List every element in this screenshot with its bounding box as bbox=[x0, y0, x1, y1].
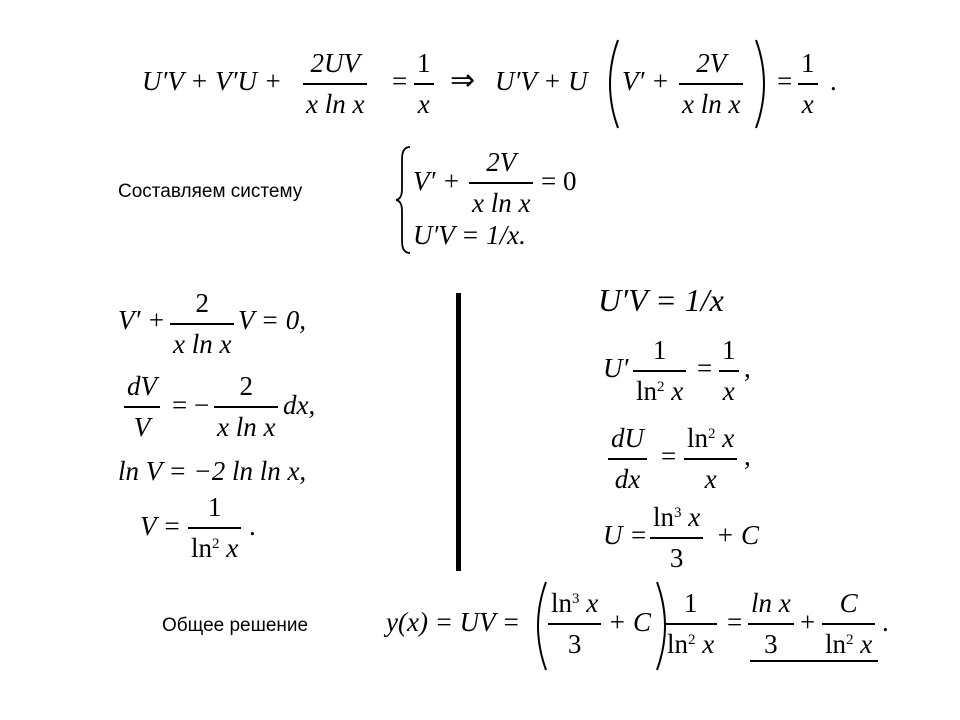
fraction-bar bbox=[798, 83, 818, 85]
system-frac bbox=[469, 149, 533, 217]
system-line1-start: V′ + bbox=[413, 166, 461, 196]
implies-arrow-icon: ⇒ bbox=[450, 64, 476, 97]
left-row4-den bbox=[188, 532, 241, 563]
general-start: y(x) = UV = bbox=[386, 607, 521, 637]
eq1-frac-1x-2-den: x bbox=[801, 88, 814, 119]
exponent: 2 bbox=[688, 631, 696, 648]
right-row1-den bbox=[633, 375, 686, 406]
right-row1-num: 1 bbox=[652, 335, 667, 365]
fraction-bar bbox=[748, 623, 794, 625]
exponent: 3 bbox=[674, 505, 682, 521]
left-row4-end: . bbox=[249, 511, 256, 541]
fraction-bar bbox=[414, 83, 434, 85]
general-frac-1 bbox=[664, 590, 717, 658]
left-row2-num: dV bbox=[127, 371, 157, 401]
x-var: x bbox=[226, 532, 239, 563]
left-row2-den: V bbox=[133, 411, 151, 442]
left-row1-start: V′ + bbox=[118, 305, 166, 335]
general-equals: = bbox=[727, 607, 743, 637]
eq1-frac-1x-2 bbox=[798, 50, 818, 118]
general-frac-3 bbox=[822, 590, 875, 658]
eq1-frac-2v-num: 2V bbox=[696, 48, 727, 78]
right-row0: U′V = 1/x bbox=[598, 282, 724, 318]
left-brace-icon bbox=[394, 145, 414, 255]
eq1-frac-2uv bbox=[303, 50, 367, 118]
result-underline bbox=[750, 660, 878, 662]
right-row3-end: + C bbox=[716, 520, 759, 550]
general-frac-3-num: C bbox=[839, 588, 858, 618]
right-row2-frac2 bbox=[684, 425, 737, 493]
eq1-lhs: U′V + V′U + bbox=[142, 66, 282, 96]
ln-text: ln bbox=[825, 628, 847, 659]
fraction-bar bbox=[719, 370, 739, 372]
column-divider bbox=[456, 293, 461, 571]
eq1-frac-2v-den: x ln x bbox=[682, 88, 741, 119]
fraction-bar bbox=[822, 623, 875, 625]
fraction-bar bbox=[214, 406, 278, 408]
fraction-bar bbox=[188, 527, 241, 529]
general-paren-frac bbox=[548, 590, 601, 658]
general-frac-2-den: 3 bbox=[764, 628, 778, 659]
right-row1-den2: x bbox=[722, 375, 735, 406]
right-row2-frac1 bbox=[608, 425, 647, 493]
general-paren-plus-c: + C bbox=[608, 607, 651, 637]
ln-text: ln bbox=[551, 588, 573, 618]
right-row3-num bbox=[650, 504, 703, 531]
general-frac-2-num: ln x bbox=[751, 588, 791, 618]
ln-text: ln bbox=[636, 375, 658, 406]
eq1-frac-2uv-den: x ln x bbox=[306, 88, 365, 119]
fraction-bar bbox=[303, 83, 367, 85]
general-frac-1-num: 1 bbox=[683, 588, 698, 618]
x-var: x bbox=[860, 628, 873, 659]
right-row2-eq: = bbox=[661, 441, 677, 471]
system-frac-num: 2V bbox=[486, 147, 517, 177]
right-row3-den: 3 bbox=[669, 542, 684, 573]
right-row1-eq: = bbox=[697, 353, 713, 383]
system-line2: U′V = 1/x. bbox=[413, 220, 526, 250]
ln-text: ln bbox=[191, 532, 213, 563]
fraction-bar bbox=[684, 458, 737, 460]
fraction-bar bbox=[608, 458, 647, 460]
ln-text: ln bbox=[667, 628, 689, 659]
general-plus: + bbox=[800, 607, 816, 637]
right-row2-den2: x bbox=[704, 463, 717, 494]
left-row1-den: x ln x bbox=[173, 328, 232, 359]
right-row2-end: , bbox=[744, 441, 751, 471]
general-paren-num bbox=[548, 590, 601, 617]
left-row1-end: V = 0, bbox=[238, 305, 306, 335]
left-row1-num: 2 bbox=[195, 288, 209, 318]
eq1-rhs-start: U′V + U bbox=[495, 66, 588, 96]
left-paren-icon bbox=[528, 580, 550, 672]
fraction-bar bbox=[124, 406, 160, 408]
right-row2-num: dU bbox=[611, 423, 644, 453]
right-row1-num2: 1 bbox=[722, 335, 736, 365]
left-row4-num: 1 bbox=[207, 492, 222, 522]
right-row2-num2 bbox=[684, 425, 737, 452]
fraction-bar bbox=[650, 537, 703, 539]
ln-text: ln bbox=[687, 423, 709, 453]
eq1-equals-2: = bbox=[777, 66, 793, 96]
system-label: Составляем систему bbox=[118, 181, 303, 202]
x-var: x bbox=[671, 375, 684, 406]
exponent: 2 bbox=[846, 631, 854, 648]
right-row1-frac1 bbox=[633, 337, 686, 405]
eq1-frac-2v bbox=[679, 50, 743, 118]
left-row4-frac bbox=[188, 494, 241, 562]
left-row2-den2: x ln x bbox=[217, 411, 276, 442]
left-row2-mid: = − bbox=[172, 390, 210, 420]
general-frac-3-den bbox=[822, 628, 875, 659]
exponent: 2 bbox=[657, 378, 665, 395]
left-row2-frac1 bbox=[124, 373, 160, 441]
fraction-bar bbox=[469, 182, 533, 184]
eq1-frac-1x-2-num: 1 bbox=[801, 48, 815, 78]
x-var: x bbox=[722, 423, 735, 453]
general-paren-den: 3 bbox=[567, 628, 582, 659]
fraction-bar bbox=[633, 370, 686, 372]
right-row1-end: , bbox=[744, 353, 751, 383]
system-line1-end: = 0 bbox=[541, 166, 577, 196]
x-var: x bbox=[586, 588, 599, 618]
fraction-bar bbox=[548, 623, 601, 625]
eq1-frac-1x-den: x bbox=[417, 88, 430, 119]
ln-text: ln bbox=[653, 502, 675, 532]
left-paren-icon bbox=[600, 38, 622, 130]
general-frac-1-den bbox=[664, 628, 717, 659]
right-row1-frac2 bbox=[719, 337, 739, 405]
fraction-bar bbox=[664, 623, 717, 625]
exponent: 2 bbox=[708, 426, 716, 442]
right-row3-frac bbox=[650, 504, 703, 572]
left-row4-start: V = bbox=[140, 511, 181, 541]
general-label: Общее решение bbox=[162, 615, 309, 636]
eq1-inner: V′ + bbox=[622, 66, 670, 96]
eq1-frac-1x-num: 1 bbox=[417, 48, 431, 78]
general-period: . bbox=[882, 607, 889, 637]
x-var: x bbox=[702, 628, 715, 659]
right-row2-den: dx bbox=[614, 463, 641, 494]
right-paren-icon bbox=[752, 38, 774, 130]
fraction-bar bbox=[679, 83, 743, 85]
exponent: 3 bbox=[572, 591, 580, 607]
left-row2-frac2 bbox=[214, 373, 278, 441]
general-frac-2 bbox=[748, 590, 794, 658]
right-row1-start: U′ bbox=[603, 353, 629, 383]
x-var: x bbox=[688, 502, 701, 532]
left-row3: ln V = −2 ln ln x, bbox=[118, 456, 307, 486]
eq1-period: . bbox=[830, 66, 837, 96]
right-row3-start: U = bbox=[603, 520, 648, 550]
fraction-bar bbox=[170, 323, 234, 325]
left-row2-end: dx, bbox=[283, 390, 316, 420]
eq1-equals: = bbox=[392, 66, 408, 96]
left-row2-num2: 2 bbox=[239, 371, 253, 401]
system-frac-den: x ln x bbox=[472, 187, 531, 218]
exponent: 2 bbox=[212, 535, 220, 552]
left-row1-frac bbox=[170, 290, 234, 358]
eq1-frac-1x bbox=[414, 50, 434, 118]
eq1-frac-2uv-num: 2UV bbox=[310, 48, 360, 78]
